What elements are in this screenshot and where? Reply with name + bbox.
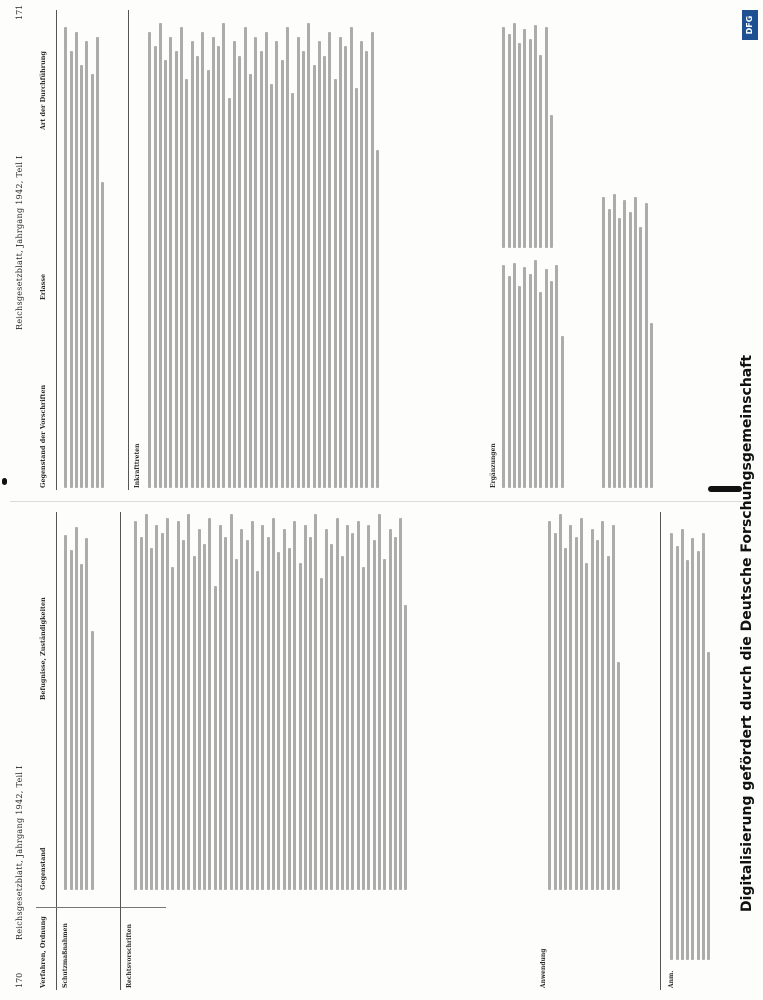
left-page-number: 170 bbox=[15, 972, 24, 988]
left-header-col-3: Befugnisse, Zuständigkeiten bbox=[39, 597, 47, 700]
left-section-2: Rechtsvorschriften bbox=[126, 924, 133, 988]
digitization-watermark: Digitalisierung gefördert durch die Deutsche Forschungsgemeinschaft bbox=[739, 354, 755, 912]
page-gutter bbox=[10, 501, 750, 502]
right-running-head: Reichsgesetzblatt, Jahrgang 1942, Teil I bbox=[15, 155, 24, 330]
right-block-4 bbox=[600, 188, 655, 488]
right-header-rule bbox=[56, 10, 57, 490]
left-header-rule bbox=[56, 512, 57, 990]
left-column-divider bbox=[36, 907, 166, 908]
left-block-3 bbox=[546, 510, 622, 890]
right-section-2: Ergänzungen bbox=[490, 443, 497, 488]
left-header-col-2: Gegenstand bbox=[39, 847, 47, 890]
right-block-2 bbox=[146, 18, 381, 488]
dfg-logo: DFG bbox=[742, 10, 758, 40]
ink-mark-edge bbox=[2, 478, 7, 485]
left-running-head: Reichsgesetzblatt, Jahrgang 1942, Teil I bbox=[15, 765, 24, 940]
left-block-2 bbox=[132, 510, 410, 890]
left-footnotes bbox=[668, 520, 713, 960]
left-page bbox=[0, 500, 763, 1000]
right-header-col-2: Erlasse bbox=[39, 273, 47, 300]
right-header-col-1: Gegenstand der Vorschriften bbox=[39, 384, 47, 488]
left-section-3: Anwendung bbox=[540, 948, 547, 988]
right-block-3b bbox=[500, 18, 555, 248]
left-footer-label: Anm. bbox=[668, 970, 675, 988]
left-block-1 bbox=[62, 520, 96, 890]
right-section-rule bbox=[128, 10, 129, 490]
right-block-3a bbox=[500, 258, 566, 488]
right-page-number: 171 bbox=[15, 4, 24, 20]
left-section-1: Schutzmaßnahmen bbox=[62, 923, 69, 988]
right-block-1 bbox=[62, 18, 107, 488]
left-header-col-1: Verfahren, Ordnung bbox=[39, 916, 47, 988]
left-footer-rule bbox=[660, 512, 661, 990]
right-header-col-3: Art der Durchführung bbox=[39, 51, 47, 130]
left-section-rule bbox=[120, 512, 121, 990]
right-section-1: Inkrafttreten bbox=[134, 443, 141, 488]
